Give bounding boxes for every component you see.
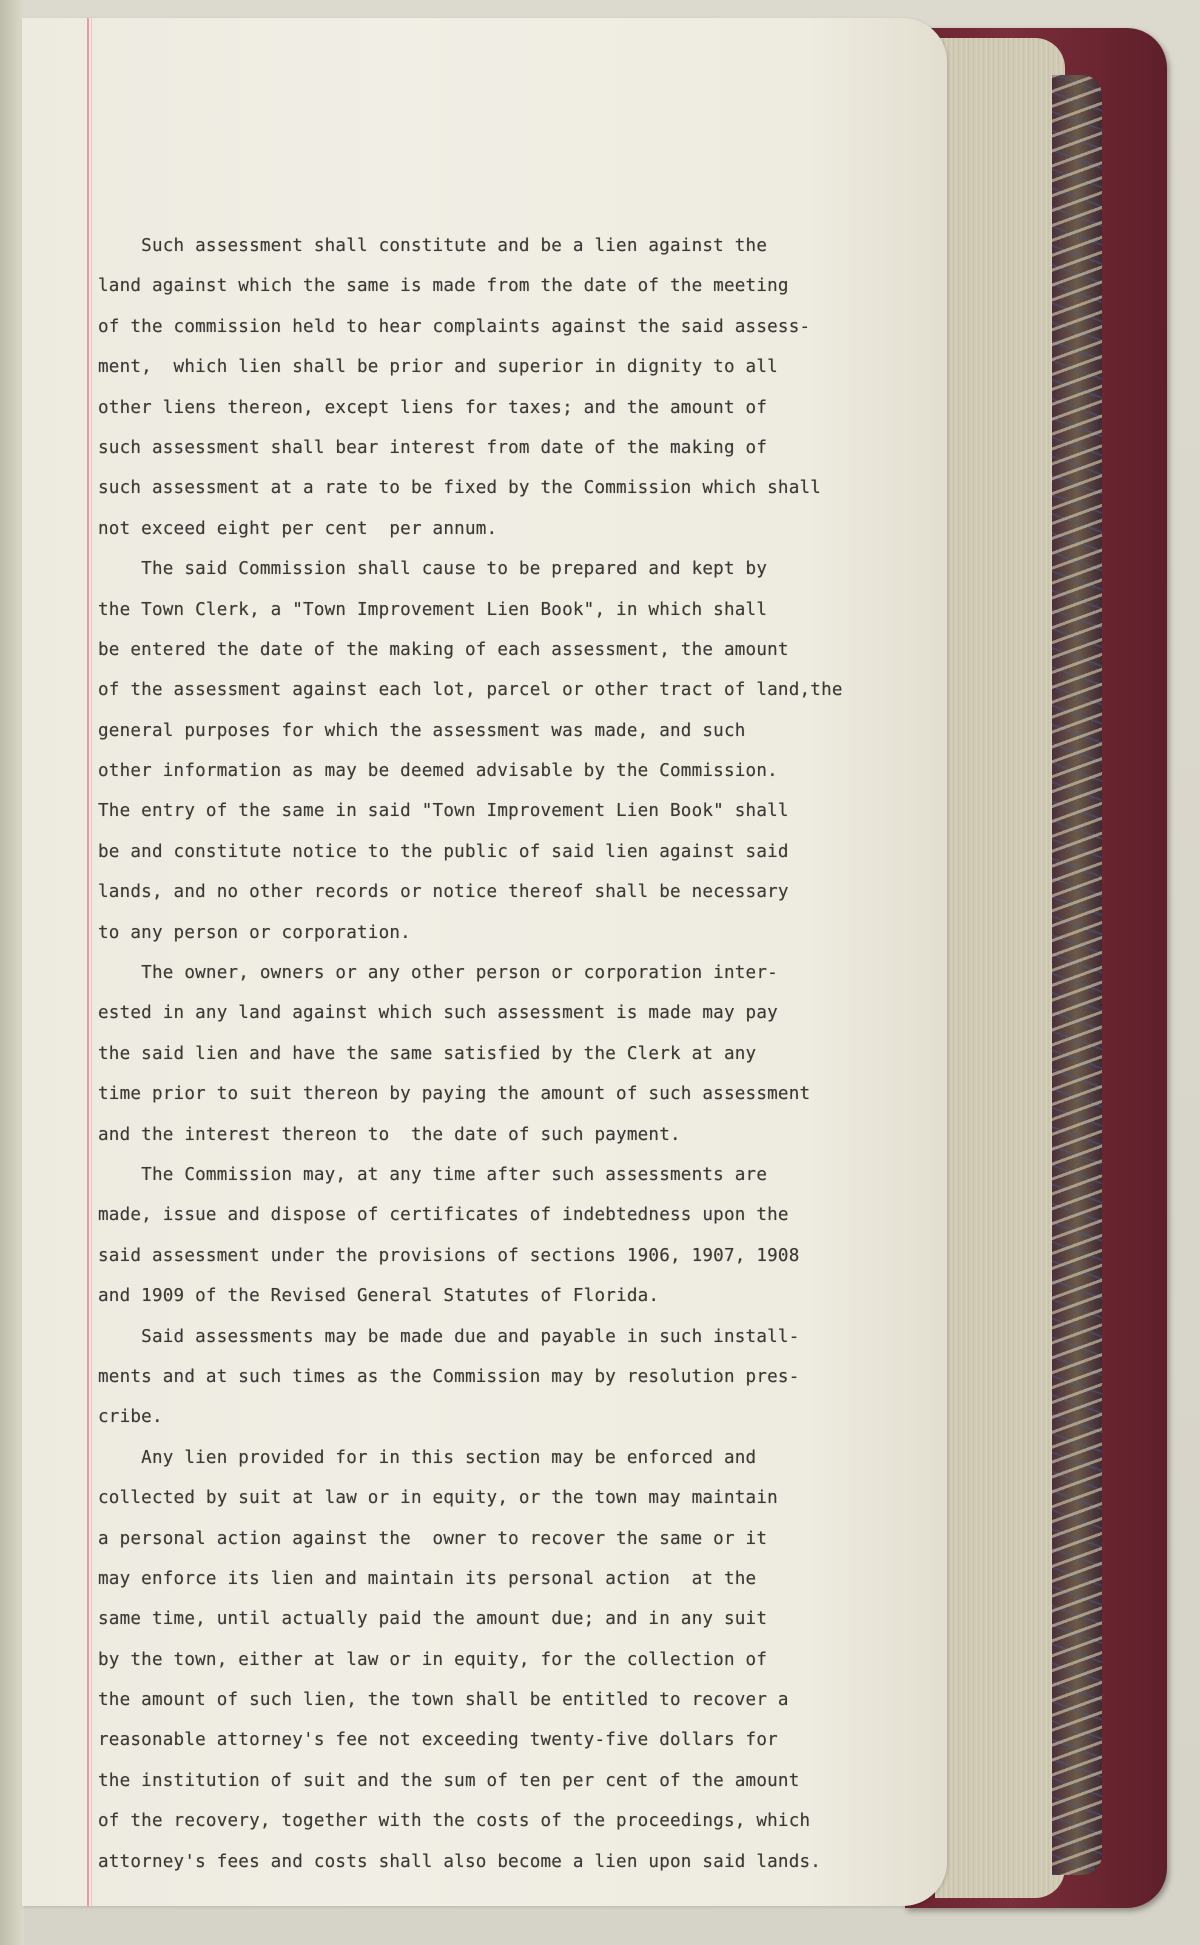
text-line: The owner, owners or any other person or corporation inter- [98,963,778,984]
text-line: attorney's fees and costs shall also become a lien upon said lands. [98,1851,822,1872]
text-line: land against which the same is made from the date of the meeting [98,276,789,297]
text-line: of the assessment against each lot, parcel or other tract of land,the [98,680,843,701]
text-line: said assessment under the provisions of sections 1906, 1907, 1908 [98,1245,800,1266]
text-line: by the town, either at law or in equity, for the collection of [98,1649,768,1670]
text-line: and 1909 of the Revised General Statutes of Florida. [98,1286,660,1307]
page-block-edge [935,38,1065,1898]
text-line: ested in any land against which such assessment is made may pay [98,1003,778,1024]
text-line: collected by suit at law or in equity, or the town may maintain [98,1488,778,1509]
text-line: the Town Clerk, a "Town Improvement Lien Book", in which shall [98,599,768,620]
text-line: be entered the date of the making of each assessment, the amount [98,639,789,660]
text-line: be and constitute notice to the public of said lien against said [98,841,789,862]
text-line: ments and at such times as the Commission may by resolution pres- [98,1366,800,1387]
text-line: Said assessments may be made due and payable in such install- [98,1326,800,1347]
marbled-edge [1052,75,1102,1875]
text-line: ment, which lien shall be prior and superior in dignity to all [98,357,778,378]
text-line: to any person or corporation. [98,922,411,943]
text-line: Any lien provided for in this section may be enforced and [98,1447,757,1468]
text-line: made, issue and dispose of certificates of indebtedness upon the [98,1205,789,1226]
text-line: and the interest thereon to the date of such payment. [98,1124,681,1145]
text-line: other information as may be deemed advisable by the Commission. [98,761,778,782]
text-line: the institution of suit and the sum of ten per cent of the amount [98,1770,800,1791]
text-line: same time, until actually paid the amount due; and in any suit [98,1609,768,1630]
text-line: cribe. [98,1407,163,1428]
text-line: a personal action against the owner to recover the same or it [98,1528,768,1549]
text-line: such assessment shall bear interest from date of the making of [98,437,768,458]
text-line: not exceed eight per cent per annum. [98,518,498,539]
text-line: of the commission held to hear complaints against the said assess- [98,316,811,337]
text-line: lands, and no other records or notice thereof shall be necessary [98,882,789,903]
text-line: Such assessment shall constitute and be a lien against the [98,236,768,256]
typed-text-block [98,226,933,1882]
text-line: The entry of the same in said "Town Improvement Lien Book" shall [98,801,789,822]
text-line: the said lien and have the same satisfied by the Clerk at any [98,1043,757,1064]
text-line: of the recovery, together with the costs of the proceedings, which [98,1811,811,1832]
text-line: may enforce its lien and maintain its personal action at the [98,1568,757,1589]
text-line: time prior to suit thereon by paying the amount of such assessment [98,1084,811,1105]
text-line: other liens thereon, except liens for taxes; and the amount of [98,397,768,418]
margin-rule-secondary [91,18,92,1906]
text-line: the amount of such lien, the town shall be entitled to recover a [98,1690,789,1711]
text-line: The Commission may, at any time after such assessments are [98,1164,768,1185]
text-line: general purposes for which the assessment was made, and such [98,720,746,741]
margin-rule [87,18,89,1906]
text-line: The said Commission shall cause to be prepared and kept by [98,559,768,580]
facing-page-edge [0,0,24,1945]
text-line: such assessment at a rate to be fixed by the Commission which shall [98,478,822,499]
text-line: reasonable attorney's fee not exceeding twenty-five dollars for [98,1730,778,1751]
